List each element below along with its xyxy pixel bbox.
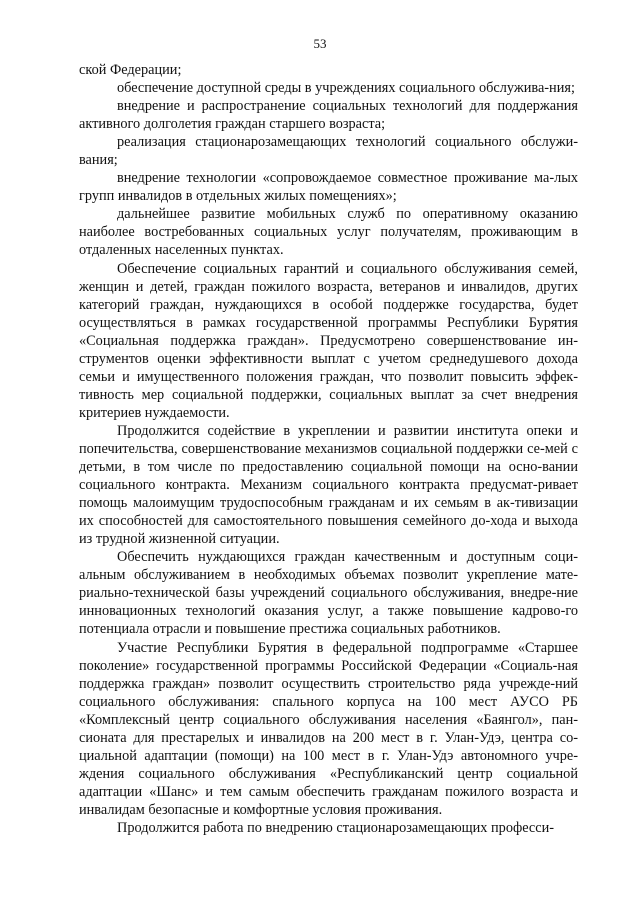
- paragraph-continuation: ской Федерации;: [79, 62, 182, 78]
- paragraph-guardianship: Продолжится содействие в укреплении и развитии института опеки и попечительства, совершенствование механизмов социальной поддержки се-мей с детьми, в том числе по предоставлению социальной помощи на осно-вании социального контракта. Механизм социального контракта предусмат-ривает помощь малоимущим трудоспособным гражданам и их семьям в ак-тивизации их способностей для самостоятельного повышения семейного до-хода и выхода из трудной жизненной ситуации.: [79, 422, 578, 548]
- paragraph-quality-services: Обеспечить нуждающихся граждан качественным и доступным соци-альным обслуживанием в необходимых объемах позволит укрепление мате-риально-технической базы учреждений социального обслуживания, внедре-ние инновационных технологий оказания услуг, а также повышение кадрово-го потенциала отрасли и повышение престижа социальных работников.: [79, 549, 578, 638]
- paragraph-continuation-next-page: Продолжится работа по внедрению стационарозамещающих професси-: [117, 819, 555, 836]
- paragraph-accessible-environment: обеспечение доступной среды в учреждениях социального обслужива-ния;: [117, 80, 575, 97]
- paragraph-supported-living: внедрение технологии «сопровождаемое совместное проживание ма-лых групп инвалидов в отдельных жилых помещениях»;: [79, 170, 578, 205]
- paragraph-active-longevity: внедрение и распространение социальных технологий для поддержания активного долголетия граждан старшего возраста;: [79, 98, 578, 133]
- page-number: 53: [313, 36, 327, 51]
- paragraph-inpatient-replacing-technologies: реализация стационарозамещающих технологий социального обслужи-вания;: [79, 134, 578, 169]
- paragraph-mobile-services: дальнейшее развитие мобильных служб по оперативному оказанию наиболее востребованных социальных услуг получателям, проживающим в отдаленных населенных пунктах.: [79, 206, 578, 259]
- paragraph-older-generation-program: Участие Республики Бурятия в федеральной подпрограмме «Старшее поколение» государственной программы Российской Федерации «Социаль-ная поддержка граждан» позволит осуществить строительство ряда учрежде-ний социального обслуживания: спального корпуса на 100 мест АУСО РБ «Комплексный центр социального обслуживания населения «Баянгол», пан-сионата для престарелых и инвалидов на 200 мест в г. Улан-Удэ, центра со-циальной адаптации (помощи) на 100 мест в г. Улан-Удэ автономного учре-ждения социального обслуживания «Республиканский центр социальной адаптации «Шанс» и тем самым обеспечить гражданам пожилого возраста и инвалидам безопасные и комфортные условия проживания.: [79, 639, 578, 818]
- paragraph-social-guarantees: Обеспечение социальных гарантий и социального обслуживания семей, женщин и детей, граждан пожилого возраста, ветеранов и инвалидов, других категорий граждан, нуждающихся в особой поддержке государства, будет осуществляться в рамках государственной программы Республики Бурятия «Социальная поддержка граждан». Предусмотрено совершенствование ин-струментов оценки эффективности выплат с учетом среднедушевого дохода семьи и имущественного положения граждан, что позволит повысить эффек-тивность мер социальной поддержки, социальных выплат за счет внедрения критериев нуждаемости.: [79, 260, 578, 421]
- body-text: [79, 61, 578, 837]
